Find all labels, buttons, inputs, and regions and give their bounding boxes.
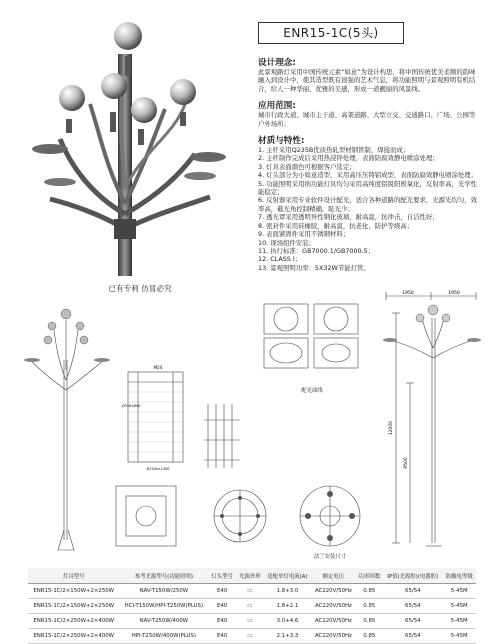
table-cell: 0.85	[356, 614, 384, 629]
material-item: 6. 反射器采用专业软件设计配光，适合各种道路的配光要求，光源光均匀，效率高，截光角控制精确，眩光少；	[258, 196, 478, 213]
model-title: ENR15-1C(5头)	[258, 22, 404, 44]
table-cell: 1.8+3.0	[264, 584, 312, 599]
table-cell: E40	[208, 599, 236, 614]
lamp-shape-icon: ▭	[236, 614, 264, 629]
table-cell: ENR15-1C/2×250W+2×400W	[28, 614, 119, 629]
material-item: 1. 主杆采用Q235B优质热轧型材钢管制，焊接而成；	[258, 146, 410, 155]
application-heading: 应用范围:	[258, 101, 296, 112]
table-cell: AC220V/50Hz	[311, 614, 355, 629]
dim-right-label: 1950	[448, 291, 460, 296]
application-text: 城市行政大道、城市主干道、高架道路、大型立交、交通路口、广场、公园等户外场所；	[258, 111, 476, 128]
light-curve-caption: 配光曲线	[301, 388, 323, 394]
table-cell: NAV-T150W/250W	[119, 584, 208, 599]
rebar-cage-drawing	[200, 400, 250, 472]
material-item: 13. 景观照明功率：5X32W节能灯管。	[258, 263, 370, 272]
table-row	[28, 629, 476, 644]
base-dim-label: Ø316×800	[122, 404, 141, 408]
table-cell: AC220V/50Hz	[311, 629, 355, 644]
col-header: 灯具型号	[28, 568, 119, 584]
table-cell: HCI-T150W/HPI-T250W(PLUS)	[119, 599, 208, 614]
table-cell: E40	[208, 614, 236, 629]
lamp-shape-icon: ▭	[236, 599, 264, 614]
lamp-side-elevation-drawing	[22, 300, 112, 552]
col-header: 功率因数	[356, 568, 384, 584]
material-item: 8. 密封件采用硅橡胶，耐高温，抗老化，防护等级高；	[258, 221, 414, 230]
table-cell: 2.1+3.3	[264, 629, 312, 644]
table-cell: E40	[208, 584, 236, 599]
foundation-section-drawing	[118, 362, 196, 472]
table-cell: ENR15-1C/2×150W+2×250W	[28, 599, 119, 614]
spec-table	[28, 568, 476, 644]
table-cell: AC220V/50Hz	[311, 599, 355, 614]
lamp-shape-icon: ▭	[236, 629, 264, 644]
design-concept-heading: 设计理念:	[258, 58, 296, 68]
material-item: 9. 表面紧固件采用不锈钢材料；	[258, 230, 350, 239]
col-header: 防触电等级	[442, 568, 476, 584]
col-header: 灯头型号	[208, 568, 236, 584]
table-cell: 65/54	[383, 599, 442, 614]
base-dim-label: Ø1300×1300	[146, 467, 170, 471]
table-cell: 0.85	[356, 599, 384, 614]
flange-caption: 法兰安装尺寸	[313, 554, 347, 560]
lamp-shape-icon: ▭	[236, 584, 264, 599]
table-cell: 5-45M	[442, 584, 476, 599]
flange-drawings	[112, 478, 382, 560]
material-item: 10. 现场组件安装；	[258, 238, 315, 247]
dimension-elevation-drawing	[376, 288, 486, 558]
table-cell: 3.0+4.6	[264, 614, 312, 629]
material-item: 12. CLASS I；	[258, 255, 302, 264]
table-cell: E40	[208, 629, 236, 644]
material-item: 5. 功能照明采用纳功能灯具均匀采用高纯度铝锐阳极氧化，反射率高，光学性能稳定；	[258, 179, 478, 197]
table-row	[28, 614, 476, 629]
table-cell: 65/54	[383, 584, 442, 599]
col-header: 额定电压	[311, 568, 355, 584]
light-distribution-charts	[262, 302, 362, 398]
dim-lower-label: 9500	[404, 457, 409, 469]
material-item: 3. 灯具表面颜色可根据客户选定；	[258, 162, 356, 171]
col-header: IP值(光源腔)(电器腔)	[383, 568, 442, 584]
copyright-caption: 已有专利 仿冒必究	[108, 284, 172, 293]
table-cell: ENR15-1C/2×250W+2×400W	[28, 629, 119, 644]
table-cell: NAV-T250W/400W	[119, 614, 208, 629]
material-item: 11. 执行标准：GB7000.1/GB7000.5；	[258, 246, 375, 255]
lamp-product-photo	[30, 14, 250, 276]
table-cell: 65/54	[383, 614, 442, 629]
material-item: 4. 灯头部分为小如意造型，采用高压压铸铝成型，表面防腐效静电喷涂处理；	[258, 171, 478, 180]
table-cell: ENR15-1C/2×150W+2×250W	[28, 584, 119, 599]
materials-heading: 材质与特性:	[258, 136, 305, 147]
col-header: 适配单灯电流(A)	[264, 568, 312, 584]
table-cell: AC220V/50Hz	[311, 584, 355, 599]
spec-text-column	[258, 56, 480, 272]
table-cell: 5-45M	[442, 629, 476, 644]
col-header: 光源外形	[236, 568, 264, 584]
table-row	[28, 599, 476, 614]
base-dim-label: M24	[153, 365, 163, 370]
design-concept-text: 此景观路灯采用中国传统元素“如意”为设计构思，将中国传统优美柔顺的韵味融入到设计中，使其造型既有很强的艺术气息，将功能照明与景观照明有机结合，给人一种华丽、优雅的美感，形成一道靓丽的风景线。	[258, 68, 476, 93]
table-header-row	[28, 568, 476, 584]
table-cell: 1.8+2.1	[264, 599, 312, 614]
table-cell: 0.85	[356, 584, 384, 599]
material-item: 2. 主杆制作完成后采用热浸锌处理，表面防腐效静电喷涂处理；	[258, 154, 439, 163]
table-cell: 5-45M	[442, 599, 476, 614]
col-header: 参考光源型号(功能照明)	[119, 568, 208, 584]
table-cell: 65/54	[383, 629, 442, 644]
table-cell: 0.85	[356, 629, 384, 644]
table-cell: 5-45M	[442, 614, 476, 629]
dim-height-label: 12000	[389, 420, 394, 436]
table-cell: HPI-T250W/400W(PLUS)	[119, 629, 208, 644]
table-row	[28, 584, 476, 599]
material-item: 7. 透光罩采用透明异性钢化玻璃，耐高温，抗冲击，自洁性好；	[258, 213, 439, 222]
dim-left-label: 1950	[402, 291, 414, 296]
